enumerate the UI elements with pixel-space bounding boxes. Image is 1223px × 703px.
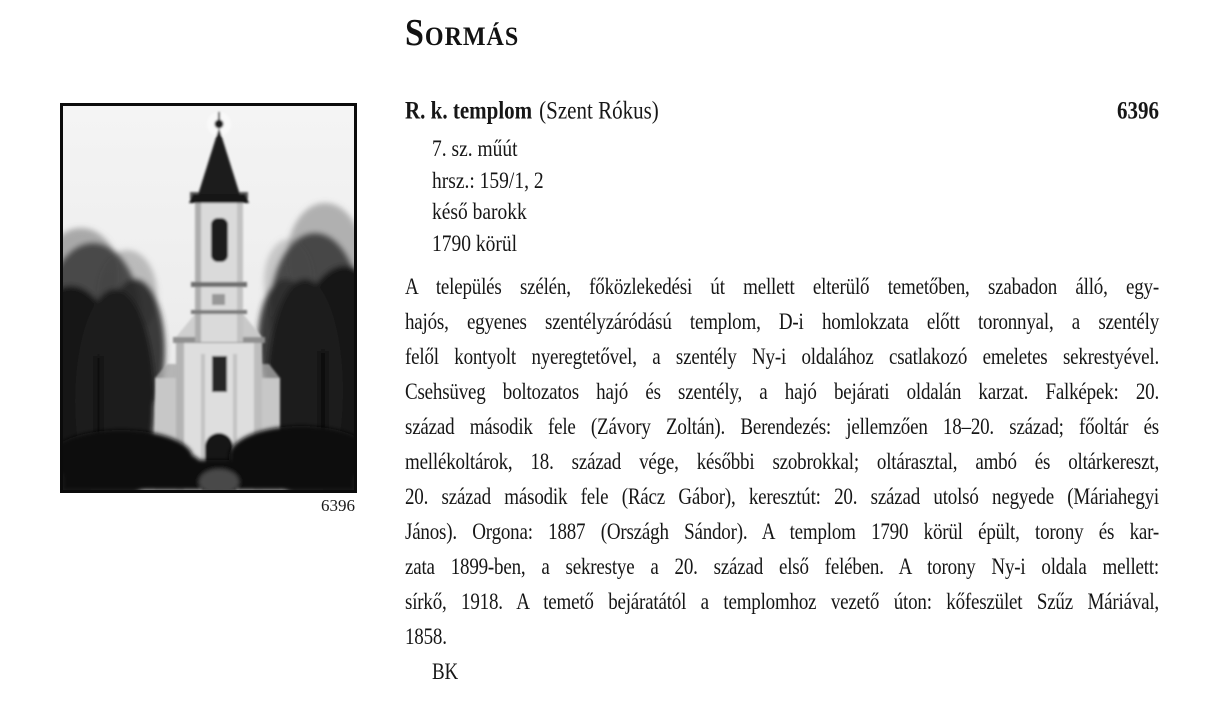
description-line: Csehsüveg boltozatos hajó és szentély, a hajó bejárati oldalán karzat. Falképek: 20. [405,379,1159,406]
author-initials: BK [432,659,458,686]
description-paragraph [405,270,1159,690]
monument-name: R. k. templom [405,95,533,125]
detail-parcel: hrsz.: 159/1, 2 [432,168,544,194]
church-photo [60,103,357,493]
photo-caption: 6396 [321,496,355,515]
belfry-window [211,218,228,262]
description-line: mellékoltárok, 18. század vége, későbbi szobrokkal; oltárasztal, ambó és oltárkereszt, [405,449,1159,476]
monument-details [405,134,544,260]
detail-style: késő barokk [432,199,527,226]
page-title: Sormás [405,12,520,55]
description-line: 20. század második fele (Rácz Gábor), keresztút: 20. század utolsó negyede (Máriahegyi [405,484,1159,511]
facade-window [212,356,227,392]
description-line: század második fele (Závory Zoltán). Berendezés: jellemzően 18–20. század; főoltár és [405,414,1159,441]
description-line: hajós, egyenes szentélyzáródású templom, D-i homlokzata előtt toronnyal, a szentély [405,309,1159,336]
description-line: felől kontyolt nyeregtetővel, a szentély Ny-i oldalához csatlakozó emeletes sekrestyével. [405,344,1159,371]
monument-number: 6396 [1117,95,1159,125]
church-photo-illustration [63,106,354,490]
entry-heading [405,93,1159,127]
detail-date: 1790 körül [432,231,518,257]
photo-block [60,103,357,516]
detail-address: 7. sz. műút [432,136,518,163]
description-line: A település szélén, főközlekedési út mellett elterülő temetőben, szabadon álló, egy- [405,274,1159,301]
monument-dedication: (Szent Rókus) [539,95,659,125]
description-line: János). Orgona: 1887 (Országh Sándor). A templom 1790 körül épült, torony és kar- [405,519,1159,546]
description-last-line: 1858. [405,624,447,651]
description-line: sírkő, 1918. A temető bejáratától a templomhoz vezető úton: kőfeszület Szűz Máriával, [405,589,1159,616]
description-line: zata 1899-ben, a sekrestye a 20. század első felében. A torony Ny-i oldala mellett: [405,554,1159,581]
